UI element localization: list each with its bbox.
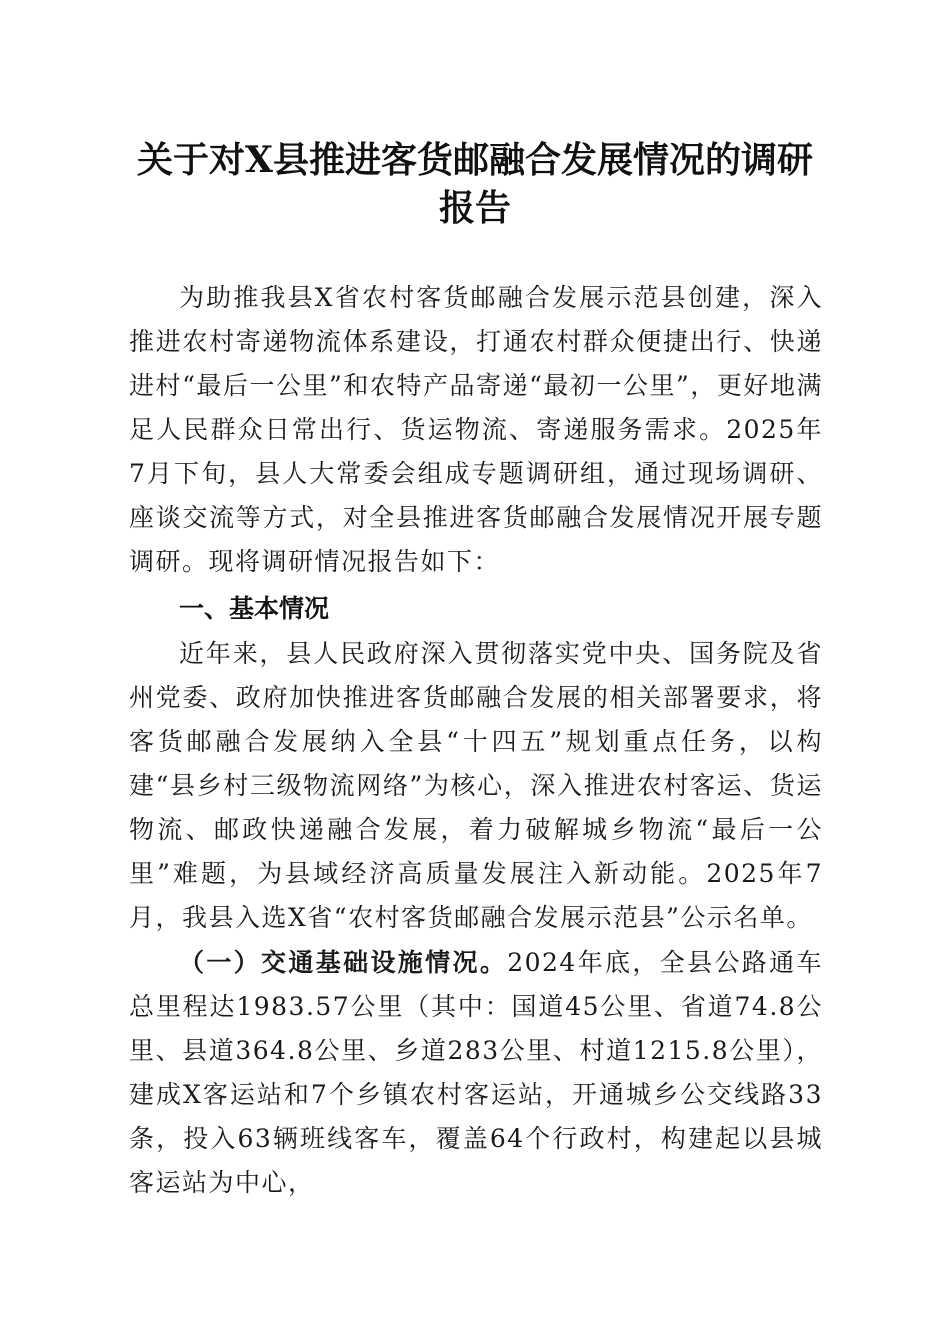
subsection-text-transport: 2024年底，全县公路通车总里程达1983.57公里（其中：国道45公里、省道74.8公里、县道364.8公里、乡道283公里、村道1215.8公里），建成X客运站和7个乡镇农村客运站，开通城乡公交线路33条，投入63辆班线客车，覆盖64个行政村，构建起以县城客运站为中心， — [129, 948, 823, 1197]
title-line-1: 关于对X县推进客货邮融合发展情况的调研 — [137, 139, 813, 181]
section-heading-basic-situation: 一、基本情况 — [179, 594, 330, 623]
title-line-2: 报告 — [438, 187, 511, 229]
document-title — [100, 136, 850, 232]
intro-paragraph: 为助推我县X省农村客货邮融合发展示范县创建，深入推进农村寄递物流体系建设，打通农村群众便捷出行、快递进村“最后一公里”和农特产品寄递“最初一公里”，更好地满足人民群众日常出行、货运物流、寄递服务需求。2025年7月下旬，县人大常委会组成专题调研组，通过现场调研、座谈交流等方式，对全县推进客货邮融合发展情况开展专题调研。现将调研情况报告如下： — [129, 283, 823, 576]
transport-infrastructure-paragraph — [129, 941, 823, 1205]
basic-situation-paragraph: 近年来，县人民政府深入贯彻落实党中央、国务院及省州党委、政府加快推进客货邮融合发展的相关部署要求，将客货邮融合发展纳入全县“十四五”规划重点任务，以构建“县乡村三级物流网络”为核心，深入推进农村客运、货运物流、邮政快递融合发展，着力破解城乡物流“最后一公里”难题，为县域经济高质量发展注入新动能。2025年7月，我县入选X省“农村客货邮融合发展示范县”公示名单。 — [129, 639, 823, 932]
subsection-lead-transport: （一）交通基础设施情况。 — [179, 948, 508, 977]
